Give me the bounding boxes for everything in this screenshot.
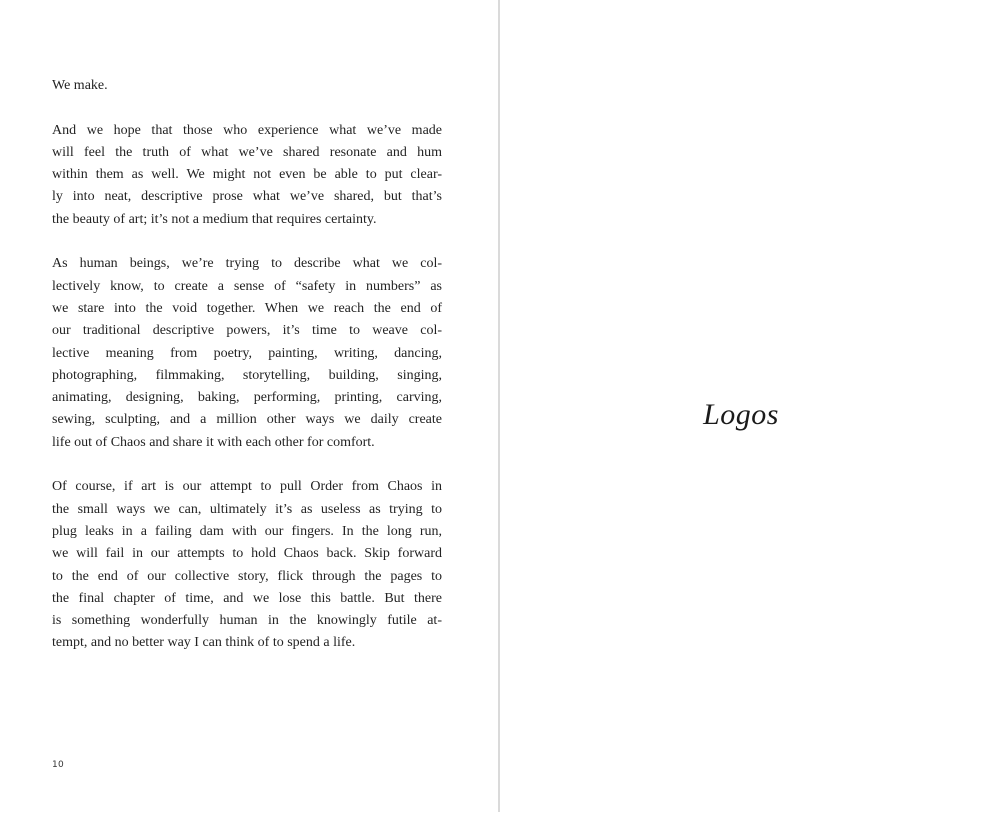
text-line: is something wonderfully human in the knowingly futile at- (52, 613, 442, 629)
text-line: sewing, sculpting, and a million other ways we daily create (52, 412, 442, 428)
paragraph (52, 253, 442, 454)
body-text (52, 75, 442, 677)
text-line: we will fail in our attempts to hold Chaos back. Skip forward (52, 546, 442, 562)
text-line: our traditional descriptive powers, it’s time to weave col- (52, 323, 442, 339)
text-line: ly into neat, descriptive prose what we’ve shared, but that’s (52, 189, 442, 205)
chapter-title: Logos (703, 398, 779, 431)
text-line: the final chapter of time, and we lose this battle. But there (52, 590, 442, 606)
text-line: within them as well. We might not even be able to put clear- (52, 167, 442, 183)
text-line: lective meaning from poetry, painting, writing, dancing, (52, 345, 442, 361)
text-line: life out of Chaos and share it with each other for comfort. (52, 434, 375, 450)
text-line: As human beings, we’re trying to describe what we col- (52, 256, 442, 272)
page-number: 10 (52, 760, 65, 770)
text-line: will feel the truth of what we’ve shared resonate and hum (52, 144, 442, 160)
text-line: the small ways we can, ultimately it’s as useless as trying to (52, 501, 442, 517)
text-line: And we hope that those who experience what we’ve made (52, 122, 442, 138)
paragraph (52, 75, 442, 97)
text-line: We make. (52, 78, 108, 93)
text-line: lectively know, to create a sense of “safety in numbers” as (52, 278, 442, 294)
text-line: tempt, and no better way I can think of to spend a life. (52, 635, 356, 651)
text-line: photographing, filmmaking, storytelling, building, singing, (52, 367, 442, 383)
text-line: Of course, if art is our attempt to pull Order from Chaos in (52, 479, 442, 495)
left-page (0, 0, 498, 815)
text-line: animating, designing, baking, performing, printing, carving, (52, 390, 442, 406)
right-page (500, 0, 1000, 815)
text-line: the beauty of art; it’s not a medium that requires certainty. (52, 211, 377, 227)
text-line: to the end of our collective story, flick through the pages to (52, 568, 442, 584)
paragraph (52, 120, 442, 231)
paragraph (52, 476, 442, 654)
text-line: we stare into the void together. When we reach the end of (52, 300, 442, 316)
text-line: plug leaks in a failing dam with our fingers. In the long run, (52, 523, 442, 539)
